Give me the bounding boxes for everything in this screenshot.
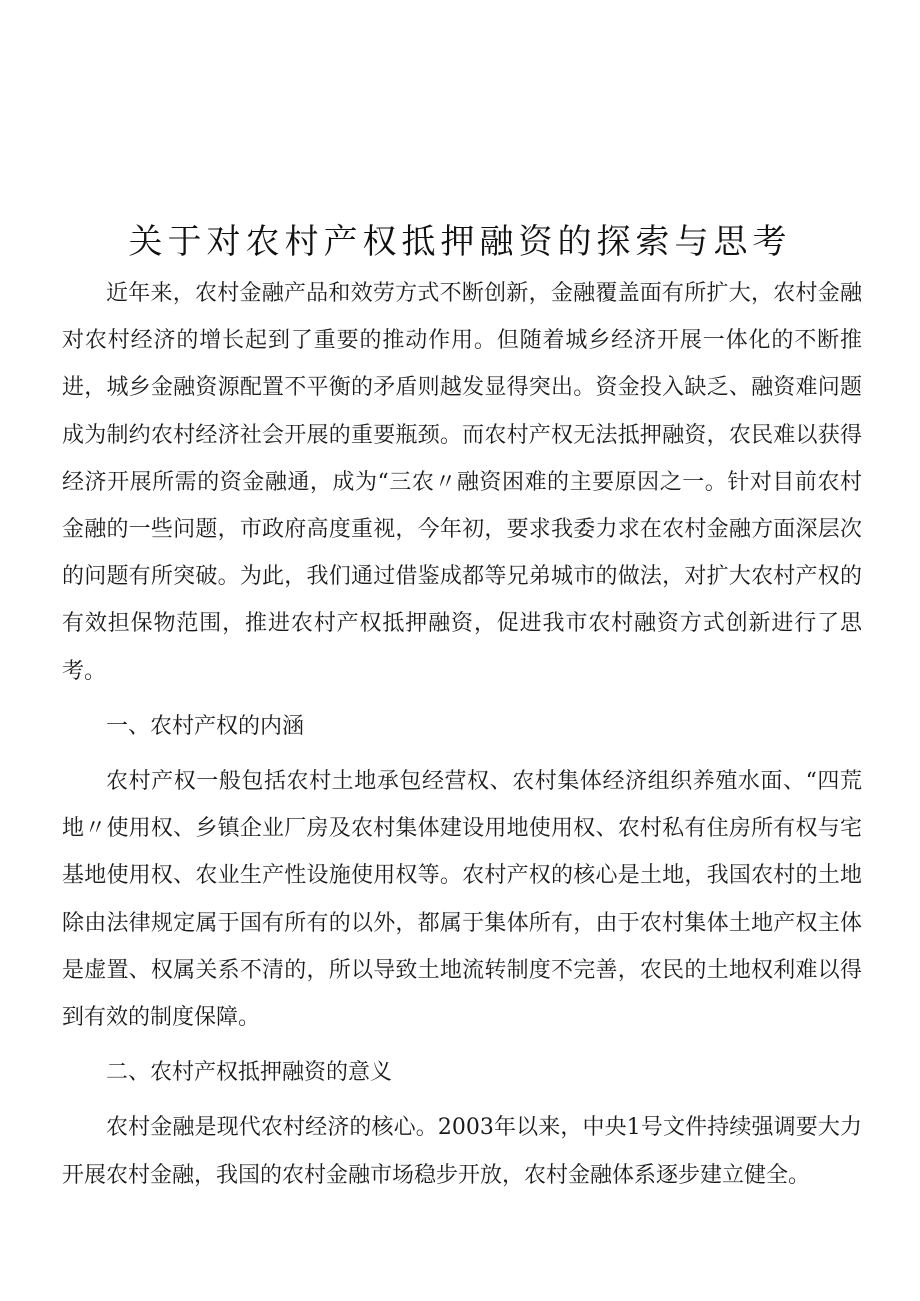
- document-title: 关于对农村产权抵押融资的探索与思考: [128, 222, 792, 262]
- spacer: [62, 695, 862, 703]
- spacer: [62, 1096, 862, 1104]
- intro-paragraph: 近年来，农村金融产品和效劳方式不断创新，金融覆盖面有所扩大，农村金融对农村经济的增长起到了重要的推动作用。但随着城乡经济开展一体化的不断推进，城乡金融资源配置不平衡的矛盾则越发显得突出。资金投入缺乏、融资难问题成为制约农村经济社会开展的重要瓶颈。而农村产权无法抵押融资，农民难以获得经济开展所需的资金融通，成为“三农〃融资困难的主要原因之一。针对目前农村金融的一些问题，市政府高度重视，今年初，要求我委力求在农村金融方面深层次的问题有所突破。为此，我们通过借鉴成都等兄弟城市的做法，对扩大农村产权的有效担保物范围，推进农村产权抵押融资，促进我市农村融资方式创新进行了思考。: [62, 281, 862, 684]
- section-1-paragraph: 农村产权一般包括农村土地承包经营权、农村集体经济组织养殖水面、“四荒地〃使用权、乡镇企业厂房及农村集体建设用地使用权、农村私有住房所有权与宅基地使用权、农业生产性设施使用权等。农村产权的核心是土地，我国农村的土地除由法律规定属于国有所有的以外，都属于集体所有，由于农村集体土地产权主体是虚置、权属关系不清的，所以导致土地流转制度不完善，农民的土地权利难以得到有效的制度保障。: [62, 769, 862, 1031]
- spacer: [62, 1041, 862, 1049]
- section-heading-2: 二、农村产权抵押融资的意义: [106, 1060, 393, 1086]
- section-2-paragraph: 农村金融是现代农村经济的核心。2003年以来，中央1号文件持续强调要大力开展农村金融，我国的农村金融市场稳步开放，农村金融体系逐步建立健全。: [62, 1115, 862, 1188]
- section-heading-1: 一、农村产权的内涵: [106, 713, 305, 739]
- spacer: [62, 750, 862, 758]
- document-body: [62, 270, 862, 1199]
